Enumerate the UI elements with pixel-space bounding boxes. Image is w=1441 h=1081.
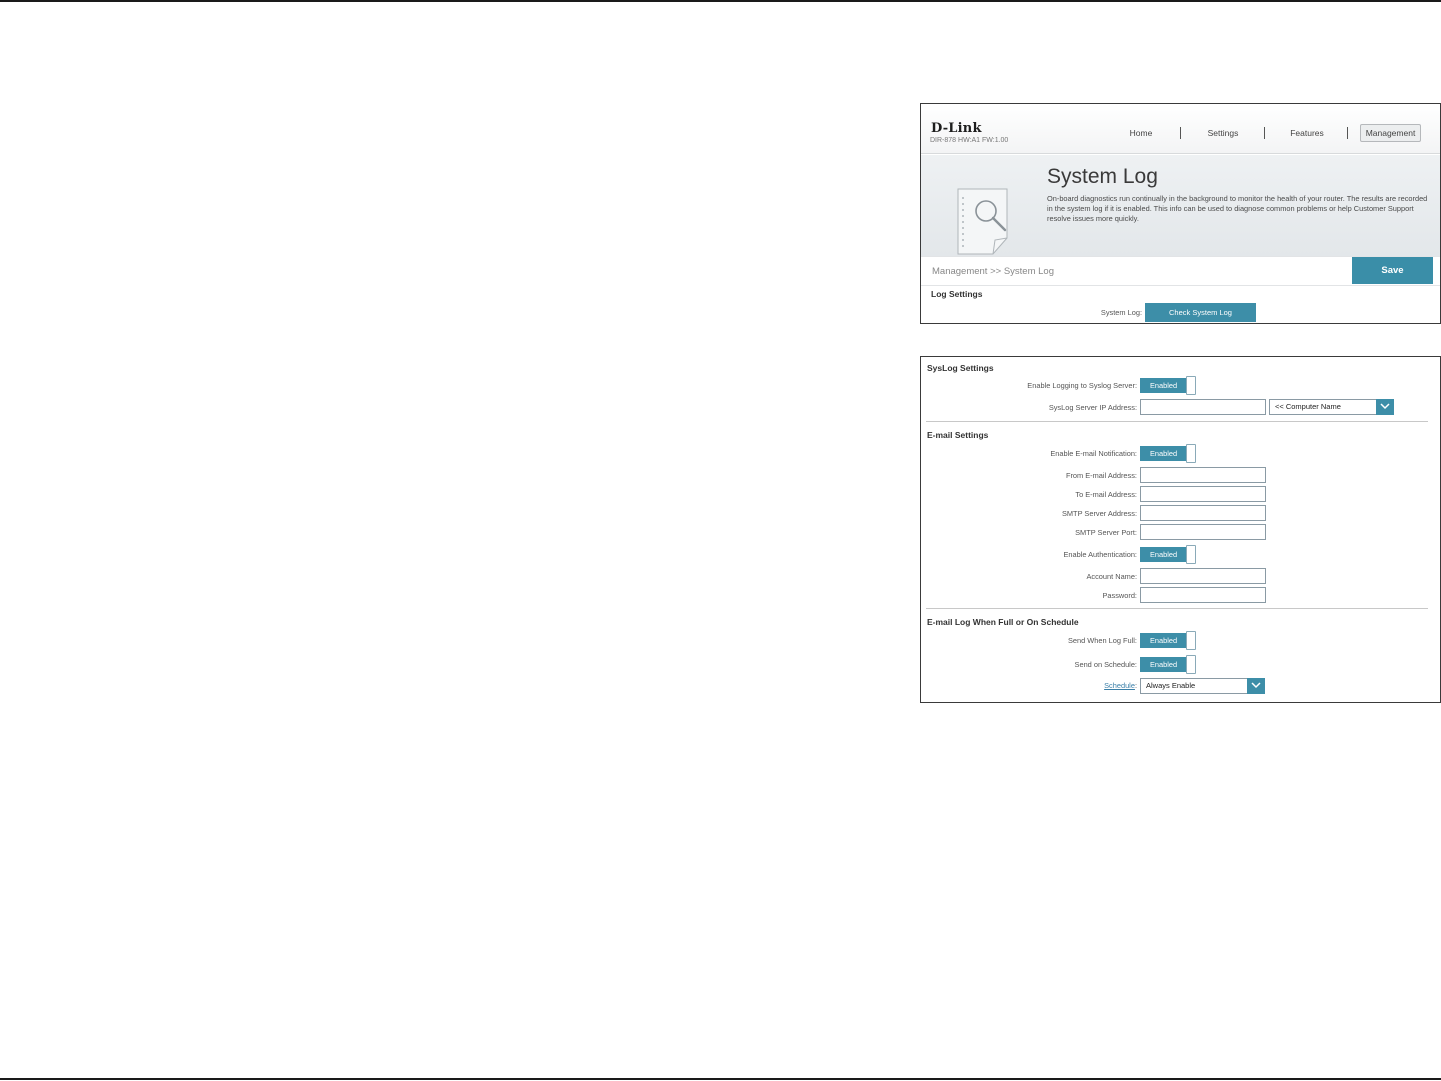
send-on-schedule-label: Send on Schedule:: [1074, 660, 1137, 669]
model-info: DIR-878 HW:A1 FW:1.00: [930, 137, 1009, 144]
syslog-enable-label: Enable Logging to Syslog Server:: [1027, 381, 1137, 390]
system-log-label: System Log:: [1100, 308, 1142, 317]
toggle-state: Enabled: [1140, 378, 1187, 393]
section-divider: [926, 421, 1428, 422]
account-name-input[interactable]: [1140, 568, 1266, 584]
syslog-ip-label: SysLog Server IP Address:: [1048, 403, 1137, 412]
toggle-knob: [1186, 376, 1196, 395]
to-email-input[interactable]: [1140, 486, 1266, 502]
system-log-panel: [920, 103, 1441, 324]
auth-toggle[interactable]: [1140, 545, 1197, 564]
computer-name-select-value: << Computer Name: [1275, 402, 1341, 411]
nav-management[interactable]: Management: [1360, 124, 1421, 142]
email-notify-toggle[interactable]: [1140, 444, 1197, 463]
main-nav: [921, 124, 1440, 142]
from-email-label: From E-mail Address:: [1065, 471, 1137, 480]
syslog-enable-toggle[interactable]: [1140, 376, 1197, 395]
to-email-label: To E-mail Address:: [1075, 490, 1137, 499]
email-notify-label: Enable E-mail Notification:: [1050, 449, 1137, 458]
chevron-down-icon: [1247, 678, 1265, 694]
syslog-ip-input[interactable]: [1140, 399, 1266, 415]
smtp-address-input[interactable]: [1140, 505, 1266, 521]
top-rule: [0, 0, 1441, 2]
toggle-state: Enabled: [1140, 657, 1187, 672]
check-system-log-button[interactable]: Check System Log: [1145, 303, 1256, 322]
nav-settings[interactable]: Settings: [1207, 128, 1239, 138]
send-on-schedule-toggle[interactable]: [1140, 655, 1197, 674]
breadcrumb-bar: [921, 256, 1440, 286]
nav-separator: [1180, 127, 1181, 139]
section-divider: [926, 608, 1428, 609]
email-settings-title: E-mail Settings: [927, 430, 989, 440]
email-log-schedule-title: E-mail Log When Full or On Schedule: [927, 617, 1079, 627]
nav-home[interactable]: Home: [1129, 128, 1153, 138]
syslog-email-panel: [920, 356, 1441, 703]
from-email-input[interactable]: [1140, 467, 1266, 483]
dlink-logo: D-Link: [931, 121, 982, 136]
syslog-settings-title: SysLog Settings: [927, 363, 994, 373]
password-input[interactable]: [1140, 587, 1266, 603]
toggle-knob: [1186, 444, 1196, 463]
save-button[interactable]: Save: [1352, 257, 1433, 284]
router-header: [921, 104, 1440, 154]
page-title: System Log: [1047, 165, 1158, 188]
toggle-knob: [1186, 655, 1196, 674]
breadcrumb: Management >> System Log: [932, 266, 1054, 277]
send-when-full-label: Send When Log Full:: [1067, 636, 1137, 645]
smtp-port-label: SMTP Server Port:: [1075, 528, 1137, 537]
schedule-select-value: Always Enable: [1146, 681, 1196, 690]
schedule-colon: :: [1134, 681, 1137, 690]
document-search-icon: [955, 188, 1017, 258]
computer-name-select[interactable]: [1269, 399, 1394, 415]
toggle-state: Enabled: [1140, 547, 1187, 562]
toggle-knob: [1186, 545, 1196, 564]
auth-label: Enable Authentication:: [1063, 550, 1137, 559]
log-settings-title: Log Settings: [931, 289, 983, 299]
nav-features[interactable]: Features: [1290, 128, 1324, 138]
schedule-link[interactable]: Schedule: [1104, 681, 1135, 690]
toggle-state: Enabled: [1140, 446, 1187, 461]
schedule-select[interactable]: [1140, 678, 1265, 694]
nav-separator: [1264, 127, 1265, 139]
toggle-state: Enabled: [1140, 633, 1187, 648]
smtp-port-input[interactable]: [1140, 524, 1266, 540]
schedule-label: [961, 681, 1137, 690]
page-description: On-board diagnostics run continually in the background to monitor the health of your router. The results are recorded in the system log if it is enabled. This info can be used to diagnose common problems or help Customer Support resolve issues more quickly.: [1047, 194, 1428, 223]
account-name-label: Account Name:: [1086, 572, 1137, 581]
nav-separator: [1347, 127, 1348, 139]
send-when-full-toggle[interactable]: [1140, 631, 1197, 650]
password-label: Password:: [1102, 591, 1137, 600]
bottom-rule: [0, 1078, 1441, 1080]
toggle-knob: [1186, 631, 1196, 650]
chevron-down-icon: [1376, 399, 1394, 415]
smtp-address-label: SMTP Server Address:: [1061, 509, 1137, 518]
